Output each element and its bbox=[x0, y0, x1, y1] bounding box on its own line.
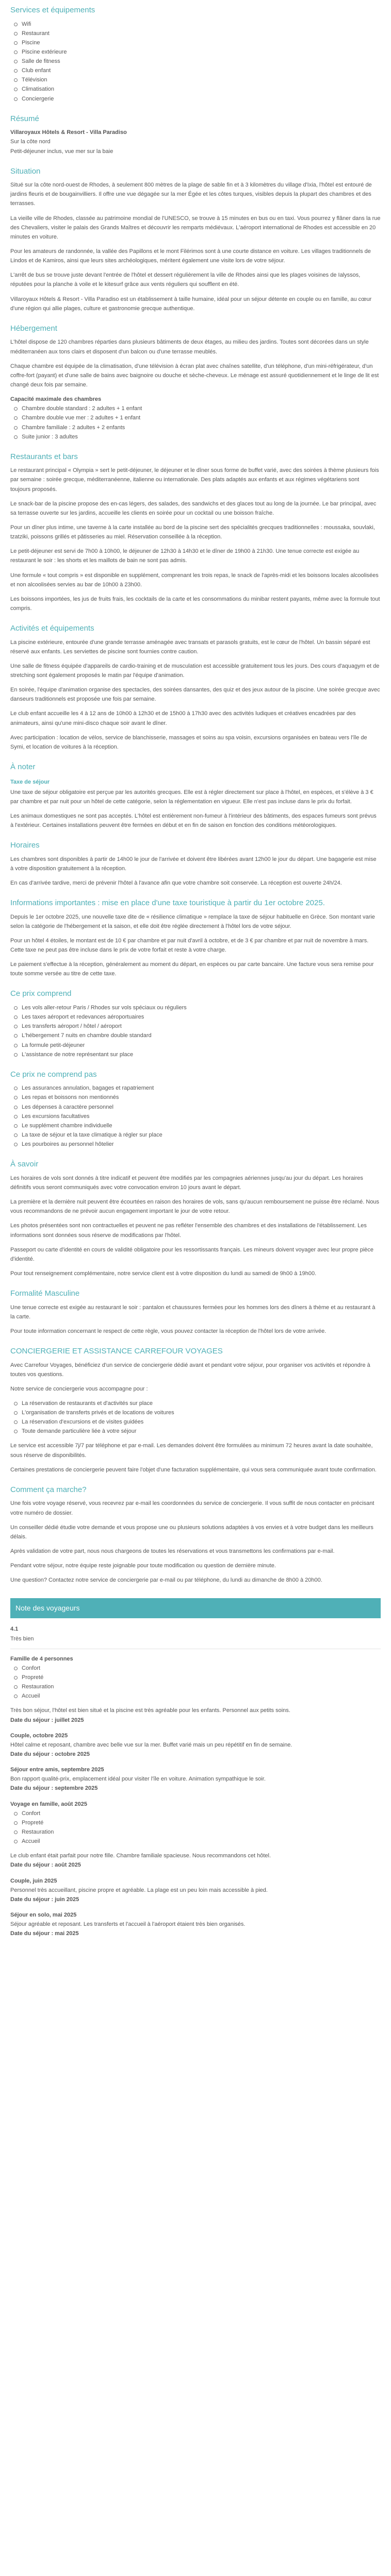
review-heading: Couple, octobre 2025 bbox=[10, 1732, 68, 1739]
note-title: À noter bbox=[10, 762, 36, 772]
comment-paragraph: Pendant votre séjour, notre équipe reste joignable pour toute modification ou question de dernière minute. bbox=[10, 1563, 276, 1569]
restaurants-paragraph: Les boissons importées, les jus de fruits frais, les cocktails de la carte et les consommations du minibar restent payants, même avec la formule tout compris. bbox=[10, 596, 380, 612]
taxe-info-paragraph: Pour un hôtel 4 étoiles, le montant est de 10 € par chambre et par nuit d'avril à octobre, et de 3 € par chambre et par nuit de novembre à mars. Cette taxe ne peut pas être incluse dans le prix de votre forfait et reste à votre charge. bbox=[10, 937, 369, 954]
review-heading: Famille de 4 personnes bbox=[10, 1655, 73, 1662]
hebergement-paragraph: Chaque chambre est équipée de la climatisation, d'une télévision à écran plat avec chaînes satellite, d'un téléphone, d'un mini-réfrigérateur, d'un coffre-fort (payant) et d'une salle de bains avec baignoire ou douche et sèche-cheveux. Le ménage est assuré quotidiennement et le linge de lit est changé deux fois par semaine. bbox=[10, 363, 379, 388]
review-criterion: Propreté bbox=[21, 1818, 381, 1827]
comment-title: Comment ça marche? bbox=[10, 1485, 87, 1494]
savoir-paragraph: Pour tout renseignement complémentaire, notre service client est à votre disposition du lundi au samedi de 9h00 à 19h00. bbox=[10, 1270, 317, 1277]
resume-line: Sur la côte nord bbox=[10, 139, 51, 145]
review-text: Séjour agréable et reposant. Les transferts et l'accueil à l'aéroport étaient très bien organisés. bbox=[10, 1921, 246, 1928]
review-heading: Séjour en solo, mai 2025 bbox=[10, 1912, 77, 1918]
list-item: La formule petit-déjeuner bbox=[21, 1041, 381, 1050]
activites-paragraph: Avec participation : location de vélos, service de blanchisserie, massages et soins au spa voisin, excursions organisées en bateau vers l'île de Symi, et location de voitures à la réception. bbox=[10, 734, 367, 750]
list-item: Chambre double vue mer : 2 adultes + 1 enfant bbox=[21, 413, 381, 422]
activites-title: Activités et équipements bbox=[10, 624, 94, 633]
list-item: Chambre familiale : 2 adultes + 2 enfants bbox=[21, 423, 381, 432]
comment-paragraph: Une fois votre voyage réservé, vous recevrez par e-mail les coordonnées du service de conciergerie. Il vous suffit de nous contacter en précisant votre numéro de dossier. bbox=[10, 1500, 374, 1516]
list-item: Club enfant bbox=[21, 66, 381, 75]
hebergement-title: Hébergement bbox=[10, 324, 57, 333]
horaires-paragraph: Les chambres sont disponibles à partir de 14h00 le jour de l'arrivée et doivent être libérées avant 12h00 le jour du départ. Une bagagerie est mise à votre disposition gratuitement à la réception. bbox=[10, 856, 377, 872]
list-item: L'assistance de notre représentant sur place bbox=[21, 1050, 381, 1059]
taxe-info-title: Informations importantes : mise en place d'une taxe touristique à partir du 1er octobre 2025. bbox=[10, 899, 325, 908]
review-item bbox=[10, 1731, 381, 1759]
list-item: Les assurances annulation, bagages et rapatriement bbox=[21, 1083, 381, 1093]
activites-paragraph: En soirée, l'équipe d'animation organise des spectacles, des soirées dansantes, des quiz et des jeux autour de la piscine. Une soirée grecque avec danseurs traditionnels est proposée une fois par semaine. bbox=[10, 687, 380, 703]
review-criterion: Propreté bbox=[21, 1673, 381, 1682]
taxe-sejour-heading: Taxe de séjour bbox=[10, 778, 50, 785]
list-item: Les vols aller-retour Paris / Rhodes sur vols spéciaux ou réguliers bbox=[21, 1003, 381, 1012]
list-item: Le supplément chambre individuelle bbox=[21, 1121, 381, 1130]
resume-block bbox=[10, 128, 381, 156]
comprend-title: Ce prix comprend bbox=[10, 989, 72, 998]
list-item: L'hébergement 7 nuits en chambre double standard bbox=[21, 1031, 381, 1040]
review-date: Date du séjour : juillet 2025 bbox=[10, 1717, 84, 1723]
list-item: Climatisation bbox=[21, 84, 381, 94]
review-item bbox=[10, 1800, 381, 1870]
conciergerie-list bbox=[10, 1399, 381, 1436]
list-item: Restaurant bbox=[21, 29, 381, 38]
review-criterion: Accueil bbox=[21, 1691, 381, 1701]
restaurants-paragraph: Le snack-bar de la piscine propose des en-cas légers, des salades, des sandwichs et des glaces tout au long de la journée. Le bar principal, avec sa terrasse ouverte sur les jardins, accueille les clients en soirée pour un cocktail ou une boisson fraîche. bbox=[10, 500, 377, 516]
formalite-paragraph: Une tenue correcte est exigée au restaurant le soir : pantalon et chaussures fermées pour les hommes lors des dîners à thème et au restaurant à la carte. bbox=[10, 1304, 376, 1320]
hebergement-list bbox=[10, 404, 381, 442]
list-item: Les taxes aéroport et redevances aéroportuaires bbox=[21, 1012, 381, 1022]
situation-paragraph: La vieille ville de Rhodes, classée au patrimoine mondial de l'UNESCO, se trouve à 15 minutes en bus ou en taxi. Vous pourrez y flâner dans la rue des Chevaliers, visiter le palais des Grands Maîtres et découvrir les remparts médiévaux. L'aéroport international de Rhodes est accessible en 20 minutes en voiture. bbox=[10, 215, 381, 240]
situation-paragraph: Situé sur la côte nord-ouest de Rhodes, à seulement 800 mètres de la plage de sable fin et à 3 kilomètres du village d'Ixia, l'hôtel est entouré de jardins fleuris et de bougainvilliers. Il offre une vue dégagée sur la mer Égée et les côtes turques, visibles depuis la plupart des chambres et des terrasses. bbox=[10, 182, 372, 207]
review-criterion: Restauration bbox=[21, 1682, 381, 1691]
savoir-paragraph: La première et la dernière nuit peuvent être écourtées en raison des horaires de vols, sans qu'aucun remboursement ne puisse être réclamé. Nous vous recommandons de ne prévoir aucun engagement important le jour de votre retour. bbox=[10, 1199, 380, 1215]
list-item: Suite junior : 3 adultes bbox=[21, 432, 381, 442]
note-paragraph: Les animaux domestiques ne sont pas acceptés. L'hôtel est entièrement non-fumeur à l'intérieur des bâtiments, des espaces fumeurs sont prévus à l'extérieur. Certaines installations peuvent être fermées en début et en fin de saison en fonction des conditions météorologiques. bbox=[10, 812, 377, 829]
resume-title: Résumé bbox=[10, 114, 39, 123]
savoir-paragraph: Les horaires de vols sont donnés à titre indicatif et peuvent être modifiés par les compagnies aériennes jusqu'au jour du départ. Les horaires définitifs vous seront communiqués avec votre convocation environ 10 jours avant le départ. bbox=[10, 1175, 363, 1191]
reviews-band: Note des voyageurs bbox=[10, 1598, 381, 1618]
taxe-info-paragraph: Le paiement s'effectue à la réception, généralement au moment du départ, en espèces ou par carte bancaire. Une facture vous sera remise pour toute somme versée au titre de cette taxe. bbox=[10, 961, 374, 977]
savoir-paragraph: Passeport ou carte d'identité en cours de validité obligatoire pour les ressortissants français. Les mineurs doivent voyager avec leur propre pièce d'identité. bbox=[10, 1246, 374, 1262]
review-text: Le club enfant était parfait pour notre fille. Chambre familiale spacieuse. Nous recommandons cet hôtel. bbox=[10, 1853, 271, 1859]
list-item: Chambre double standard : 2 adultes + 1 enfant bbox=[21, 404, 381, 413]
savoir-title: À savoir bbox=[10, 1160, 39, 1169]
review-date: Date du séjour : septembre 2025 bbox=[10, 1785, 98, 1792]
restaurants-paragraph: Une formule « tout compris » est disponible en supplément, comprenant les trois repas, le snack de l'après-midi et les boissons locales alcoolisées et non alcoolisées servies au bar de 10h00 à 23h00. bbox=[10, 572, 379, 588]
formalite-title: Formalité Masculine bbox=[10, 1289, 80, 1298]
services-title: Services et équipements bbox=[10, 6, 95, 14]
situation-paragraph: Pour les amateurs de randonnée, la vallée des Papillons et le mont Filérimos sont à une courte distance en voiture. Les villages traditionnels de Lindos et de Kamiros, ainsi que leurs sites archéologiques, méritent également une visite lors de votre séjour. bbox=[10, 248, 371, 264]
comprend-list bbox=[10, 1003, 381, 1059]
review-text: Personnel très accueillant, piscine propre et agréable. La plage est un peu loin mais accessible à pied. bbox=[10, 1887, 268, 1893]
conciergerie-paragraph: Avec Carrefour Voyages, bénéficiez d'un service de conciergerie dédié avant et pendant votre séjour, pour organiser vos activités et répondre à toutes vos questions. bbox=[10, 1362, 370, 1378]
taxe-info-paragraph: Depuis le 1er octobre 2025, une nouvelle taxe dite de « résilience climatique » remplace la taxe de séjour habituelle en Grèce. Son montant varie selon la catégorie de l'hébergement et la saison, et elle doit être réglée directement à l'hôtel lors de votre séjour. bbox=[10, 913, 375, 929]
activites-paragraph: Une salle de fitness équipée d'appareils de cardio-training et de musculation est accessible gratuitement tous les jours. Des cours d'aquagym et de stretching sont également proposés le matin par l'équipe d'animation. bbox=[10, 663, 380, 679]
review-criterion: Confort bbox=[21, 1809, 381, 1818]
review-heading: Voyage en famille, août 2025 bbox=[10, 1801, 87, 1807]
conciergerie-paragraph: Notre service de conciergerie vous accompagne pour : bbox=[10, 1385, 148, 1392]
reviews-list bbox=[10, 1654, 381, 1939]
hebergement-subheading: Capacité maximale des chambres bbox=[10, 396, 102, 403]
activites-paragraph: Le club enfant accueille les 4 à 12 ans de 10h00 à 12h30 et de 15h00 à 17h30 avec des activités ludiques et créatives encadrées par des animateurs, ainsi qu'une mini-disco chaque soir avant le dîner. bbox=[10, 710, 356, 726]
review-criterion: Accueil bbox=[21, 1837, 381, 1846]
list-item: Piscine extérieure bbox=[21, 47, 381, 57]
horaires-title: Horaires bbox=[10, 841, 40, 850]
review-criterion: Restauration bbox=[21, 1827, 381, 1837]
list-item: Conciergerie bbox=[21, 94, 381, 104]
list-item: Les pourboires au personnel hôtelier bbox=[21, 1140, 381, 1149]
review-criterion: Confort bbox=[21, 1664, 381, 1673]
list-item: L'organisation de transferts privés et de locations de voitures bbox=[21, 1408, 381, 1417]
overall-rating bbox=[10, 1624, 381, 1643]
note-paragraph: Une taxe de séjour obligatoire est perçue par les autorités grecques. Elle est à régler directement sur place à l'hôtel, en espèces, et s'élève à 3 € par chambre et par nuit pour un hôtel de cette catégorie, selon la réglementation en vigueur. Elle n'est pas incluse dans le prix du forfait. bbox=[10, 789, 373, 805]
formalite-paragraph: Pour toute information concernant le respect de cette règle, vous pouvez contacter la réception de l'hôtel lors de votre arrivée. bbox=[10, 1328, 327, 1334]
savoir-paragraph: Les photos présentées sont non contractuelles et peuvent ne pas refléter l'ensemble des chambres et des installations de l'établissement. Les informations sont données sous réserve de modifications par l'hôtel. bbox=[10, 1223, 367, 1239]
overall-label: Très bien bbox=[10, 1635, 34, 1642]
conciergerie-title: CONCIERGERIE ET ASSISTANCE CARREFOUR VOYAGES bbox=[10, 1347, 223, 1355]
list-item: Piscine bbox=[21, 38, 381, 47]
list-item: Les dépenses à caractère personnel bbox=[21, 1103, 381, 1112]
necomprend-title: Ce prix ne comprend pas bbox=[10, 1070, 97, 1079]
list-item: Toute demande particulière liée à votre séjour bbox=[21, 1427, 381, 1436]
review-criteria-list bbox=[10, 1664, 381, 1701]
activites-paragraph: La piscine extérieure, entourée d'une grande terrasse aménagée avec transats et parasols gratuits, est le cœur de l'hôtel. Un bassin séparé est réservé aux enfants. Les serviettes de piscine sont fournies contre caution. bbox=[10, 639, 370, 655]
list-item: Les repas et boissons non mentionnés bbox=[21, 1093, 381, 1102]
list-item: Wifi bbox=[21, 20, 381, 29]
review-heading: Séjour entre amis, septembre 2025 bbox=[10, 1767, 104, 1773]
resume-line: Petit-déjeuner inclus, vue mer sur la baie bbox=[10, 148, 113, 155]
services-list bbox=[10, 20, 381, 104]
overall-score: 4.1 bbox=[10, 1626, 19, 1633]
restaurants-paragraph: Pour un dîner plus intime, une taverne à la carte installée au bord de la piscine sert des spécialités grecques traditionnelles : moussaka, souvlaki, tzatziki, poissons grillés et pâtisseries au miel. Réservation conseillée à la réception. bbox=[10, 524, 375, 540]
conciergerie-paragraph: Le service est accessible 7j/7 par téléphone et par e-mail. Les demandes doivent être formulées au minimum 72 heures avant la date souhaitée, sous réserve de disponibilités. bbox=[10, 1443, 373, 1459]
restaurants-paragraph: Le restaurant principal « Olympia » sert le petit-déjeuner, le déjeuner et le dîner sous forme de buffet varié, avec des soirées à thème plusieurs fois par semaine : soirée grecque, méditerranéenne, italienne ou internationale. Des plats adaptés aux enfants et aux régimes végétariens sont toujours proposés. bbox=[10, 467, 379, 493]
review-text: Très bon séjour, l'hôtel est bien situé et la piscine est très agréable pour les enfants. Personnel aux petits soins. bbox=[10, 1707, 290, 1714]
review-item bbox=[10, 1654, 381, 1725]
list-item: Télévision bbox=[21, 75, 381, 84]
review-item bbox=[10, 1876, 381, 1904]
necomprend-list bbox=[10, 1083, 381, 1149]
review-criteria-list bbox=[10, 1809, 381, 1846]
list-item: La taxe de séjour et la taxe climatique à régler sur place bbox=[21, 1130, 381, 1140]
conciergerie-paragraph: Certaines prestations de conciergerie peuvent faire l'objet d'une facturation supplémentaire, qui vous sera communiquée avant toute confirmation. bbox=[10, 1466, 377, 1473]
list-item: Les excursions facultatives bbox=[21, 1112, 381, 1121]
list-item: Salle de fitness bbox=[21, 57, 381, 66]
review-item bbox=[10, 1765, 381, 1793]
review-item bbox=[10, 1910, 381, 1938]
review-date: Date du séjour : mai 2025 bbox=[10, 1930, 79, 1937]
comment-paragraph: Un conseiller dédié étudie votre demande et vous propose une ou plusieurs solutions adaptées à vos envies et à votre budget dans les meilleurs délais. bbox=[10, 1524, 373, 1540]
situation-title: Situation bbox=[10, 166, 41, 176]
review-date: Date du séjour : août 2025 bbox=[10, 1862, 81, 1869]
situation-paragraph: L'arrêt de bus se trouve juste devant l'entrée de l'hôtel et dessert régulièrement la ville de Rhodes ainsi que les plages voisines de Ialyssos, réputées pour la planche à voile et le kitesurf grâce aux vents réguliers qui soufflent en été. bbox=[10, 272, 361, 288]
horaires-paragraph: En cas d'arrivée tardive, merci de prévenir l'hôtel à l'avance afin que votre chambre soit conservée. La réception est ouverte 24h/24. bbox=[10, 880, 342, 886]
list-item: Les transferts aéroport / hôtel / aéroport bbox=[21, 1022, 381, 1031]
situation-paragraph: Villaroyaux Hôtels & Resort - Villa Paradiso est un établissement à taille humaine, idéal pour un séjour détente en couple ou en famille, au cœur d'une région qui allie plages, culture et gastronomie grecque authentique. bbox=[10, 296, 372, 312]
list-item: La réservation de restaurants et d'activités sur place bbox=[21, 1399, 381, 1408]
review-text: Bon rapport qualité-prix, emplacement idéal pour visiter l'île en voiture. Animation sympathique le soir. bbox=[10, 1776, 266, 1783]
list-item: La réservation d'excursions et de visites guidées bbox=[21, 1417, 381, 1427]
comment-paragraph: Après validation de votre part, nous nous chargeons de toutes les réservations et vous transmettons les confirmations par e-mail. bbox=[10, 1548, 335, 1554]
review-date: Date du séjour : juin 2025 bbox=[10, 1896, 79, 1903]
restaurants-title: Restaurants et bars bbox=[10, 452, 78, 461]
review-date: Date du séjour : octobre 2025 bbox=[10, 1751, 90, 1758]
restaurants-paragraph: Le petit-déjeuner est servi de 7h00 à 10h00, le déjeuner de 12h30 à 14h30 et le dîner de 19h00 à 21h30. Une tenue correcte est exigée au restaurant le soir : les shorts et les maillots de bain ne sont pas admis. bbox=[10, 548, 360, 564]
review-text: Hôtel calme et reposant, chambre avec belle vue sur la mer. Buffet varié mais un peu répétitif en fin de semaine. bbox=[10, 1741, 292, 1748]
review-heading: Couple, juin 2025 bbox=[10, 1877, 57, 1884]
resume-line: Villaroyaux Hôtels & Resort - Villa Paradiso bbox=[10, 129, 127, 136]
hebergement-paragraph: L'hôtel dispose de 120 chambres réparties dans plusieurs bâtiments de deux étages, au milieu des jardins. Toutes sont décorées dans un style méditerranéen aux tons clairs et disposent d'un balcon ou d'une terrasse meublés. bbox=[10, 339, 369, 355]
comment-paragraph: Une question? Contactez notre service de conciergerie par e-mail ou par téléphone, du lundi au dimanche de 8h00 à 20h00. bbox=[10, 1577, 322, 1584]
